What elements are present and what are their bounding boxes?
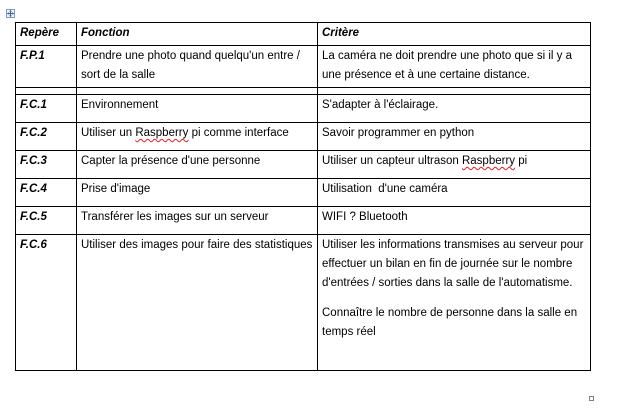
table-spacer-row	[16, 88, 591, 95]
empty-cell[interactable]	[16, 88, 77, 95]
cell-function[interactable]: Utiliser des images pour faire des statistiques	[77, 235, 318, 371]
text-run: pi comme interface	[188, 127, 289, 139]
text-run: pi	[515, 155, 528, 167]
cell-ref[interactable]: F.C.4	[16, 179, 77, 207]
text-run: Utiliser un	[81, 127, 136, 139]
cell-ref[interactable]: F.C.1	[16, 95, 77, 123]
cell-criterion[interactable]: WIFI ? Bluetooth	[318, 207, 591, 235]
spellcheck-flagged-word[interactable]: Raspberry	[461, 155, 516, 167]
header-criterion[interactable]: Critère	[318, 23, 591, 46]
criterion-paragraph: Utiliser les informations transmises au serveur pour effectuer un bilan en fin de journée sur le nombre d'entrées / sorties dans la salle de l'automatisme.	[322, 239, 584, 289]
text-run: Utiliser un capteur ultrason	[322, 155, 462, 167]
spellcheck-flagged-word[interactable]: Raspberry	[135, 127, 189, 139]
cell-ref[interactable]: F.C.6	[16, 235, 77, 371]
cell-ref[interactable]: F.P.1	[16, 46, 77, 88]
table-header-row	[16, 23, 591, 46]
table-row	[16, 179, 591, 207]
cell-function[interactable]: Prendre une photo quand quelqu'un entre / sort de la salle	[77, 46, 318, 88]
table-row	[16, 123, 591, 151]
cell-criterion[interactable]	[318, 151, 591, 179]
header-ref[interactable]: Repère	[16, 23, 77, 46]
cell-criterion[interactable]: S'adapter à l'éclairage.	[318, 95, 591, 123]
table-move-handle[interactable]	[6, 9, 15, 18]
cell-ref[interactable]: F.C.3	[16, 151, 77, 179]
table-row	[16, 235, 591, 371]
header-function[interactable]: Fonction	[77, 23, 318, 46]
table-row	[16, 95, 591, 123]
cell-ref[interactable]: F.C.2	[16, 123, 77, 151]
empty-cell[interactable]	[318, 88, 591, 95]
cell-criterion[interactable]: La caméra ne doit prendre une photo que si il y a une présence et à une certaine distance.	[318, 46, 591, 88]
cell-function[interactable]: Capter la présence d'une personne	[77, 151, 318, 179]
table-resize-handle[interactable]	[589, 396, 594, 401]
cell-criterion[interactable]: Utilisation d'une caméra	[318, 179, 591, 207]
cell-criterion[interactable]	[318, 235, 591, 371]
criterion-paragraph: Connaître le nombre de personne dans la salle en temps réel	[322, 307, 578, 338]
four-way-arrow-icon	[7, 10, 14, 17]
cell-function[interactable]	[77, 123, 318, 151]
table-row	[16, 46, 591, 88]
cell-function[interactable]: Prise d'image	[77, 179, 318, 207]
cell-function[interactable]: Transférer les images sur un serveur	[77, 207, 318, 235]
cell-ref[interactable]: F.C.5	[16, 207, 77, 235]
specification-table	[15, 22, 591, 371]
cell-criterion[interactable]: Savoir programmer en python	[318, 123, 591, 151]
empty-cell[interactable]	[77, 88, 318, 95]
table-row	[16, 207, 591, 235]
cell-function[interactable]: Environnement	[77, 95, 318, 123]
table-row	[16, 151, 591, 179]
